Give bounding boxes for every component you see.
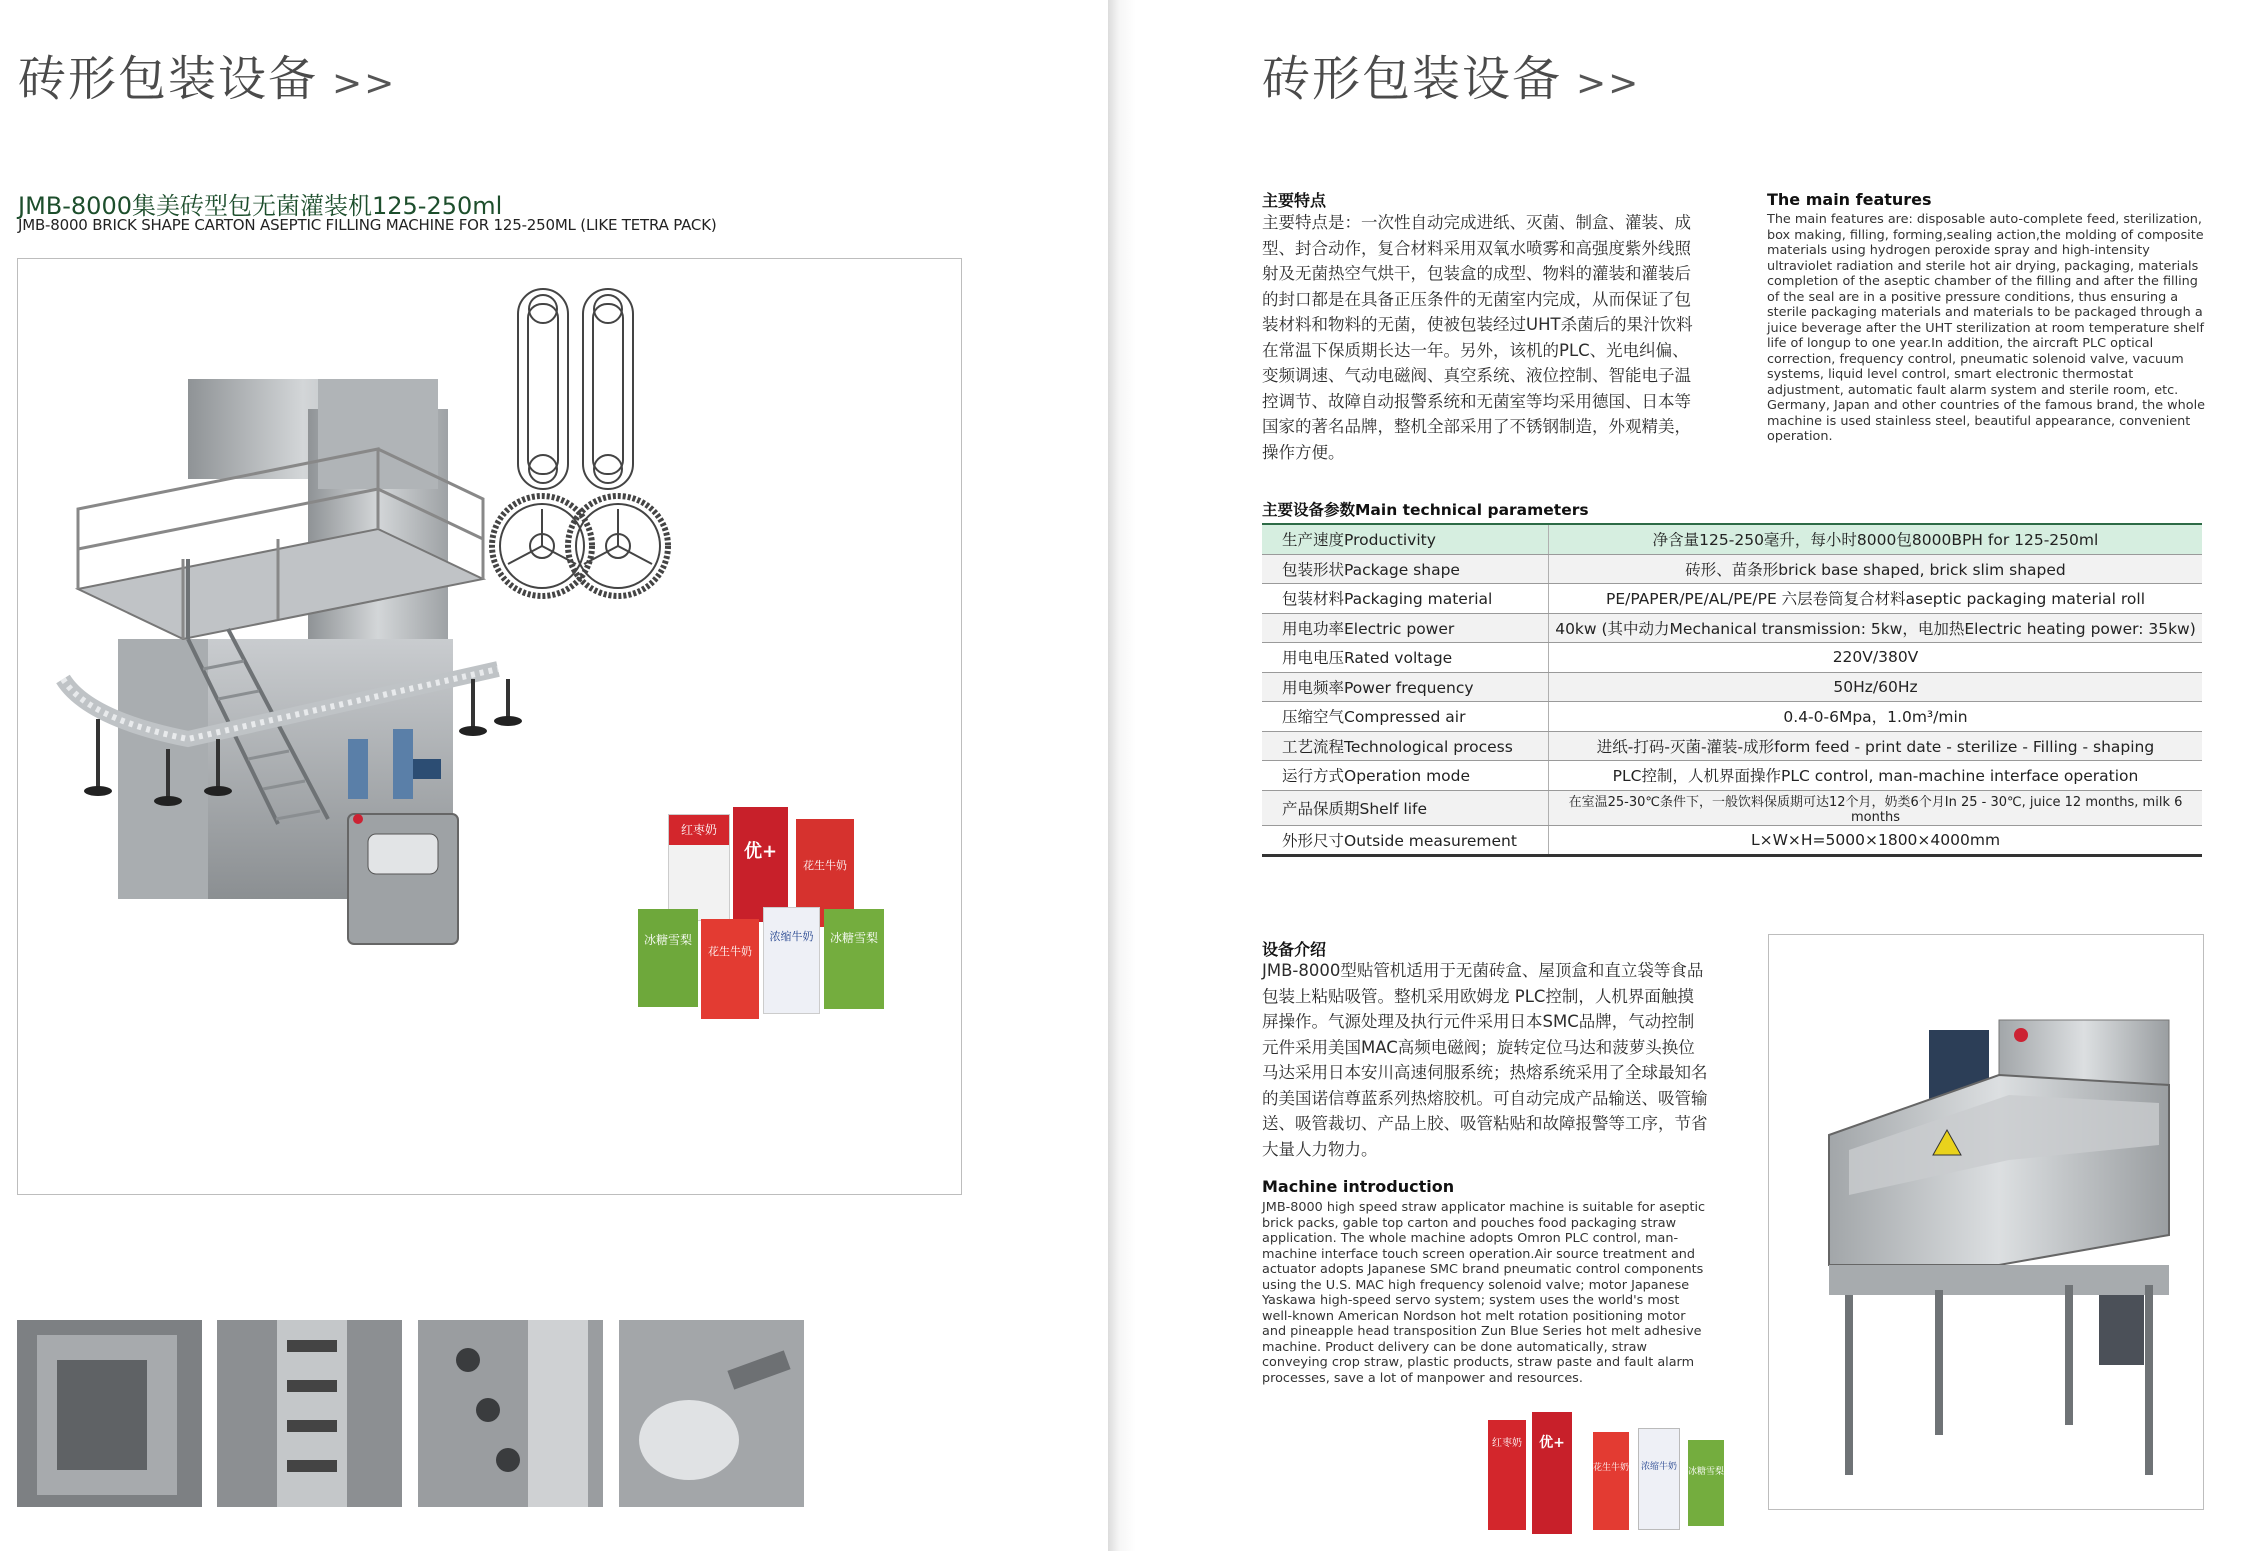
param-label: 用电功率Electric power (1262, 613, 1549, 643)
package-label: 优+ (1539, 1435, 1565, 1451)
table-row (1262, 672, 2202, 702)
double-chevron-icon: >> (332, 63, 397, 104)
table-row (1262, 643, 2202, 673)
package-carton (1593, 1432, 1629, 1530)
package-carton (1638, 1428, 1680, 1530)
param-value: PE/PAPER/PE/AL/PE/PE 六层卷筒复合材料aseptic packaging material roll (1549, 584, 2203, 614)
detail-photo-3 (418, 1320, 603, 1507)
detail-photo-4 (619, 1320, 804, 1507)
param-label: 生产速度Productivity (1262, 524, 1549, 554)
technical-parameters-table (1262, 523, 2202, 857)
features-en-text: The main features are: disposable auto-complete feed, sterilization, box making, filling, forming,sealing action,the molding of composite materials using hydrogen peroxide spray and high-intensity ultraviolet radiation and sterile hot air drying, packaging, materials completion of the aseptic chamber of the filling and after the filling of the seal are in a positive pressure conditions, thus ensuring a sterile packaging materials and materials to be packaged through a juice beverage after the UHT sterilization at room temperature shelf life of longup to one year.In addition, the aircraft PLC optical correction, frequency control, pneumatic solenoid valve, vacuum systems, liquid level control, smart electronic thermostat adjustment, automatic fault alarm system and sterile room, etc. Germany, Japan and other countries of the famous brand, the whole machine is used stainless steel, beautiful appearance, convenient operation. (1767, 212, 2205, 444)
table-row (1262, 761, 2202, 791)
param-label: 外形尺寸Outside measurement (1262, 825, 1549, 856)
straw-applicator-photo (1768, 934, 2204, 1510)
package-carton (638, 909, 698, 1007)
params-heading: 主要设备参数Main technical parameters (1262, 501, 1589, 519)
package-label: 红枣奶 (669, 815, 729, 845)
table-row (1262, 584, 2202, 614)
features-en-heading: The main features (1767, 190, 1932, 209)
package-carton (1532, 1412, 1572, 1534)
table-row (1262, 790, 2202, 825)
detail-photo-2 (217, 1320, 402, 1507)
package-label: 优+ (743, 841, 778, 862)
double-chevron-icon: >> (1576, 63, 1641, 104)
package-label: 花生牛奶 (803, 859, 847, 872)
package-carton (1488, 1420, 1526, 1530)
param-label: 用电频率Power frequency (1262, 672, 1549, 702)
package-label: 浓缩牛奶 (769, 930, 814, 943)
left-page (0, 0, 1108, 1551)
param-value: 砖形、苗条形brick base shaped, brick slim shaped (1549, 554, 2203, 584)
chain-diagram (492, 289, 668, 596)
param-label: 工艺流程Technological process (1262, 731, 1549, 761)
param-value: 50Hz/60Hz (1549, 672, 2203, 702)
param-value: 净含量125-250毫升，每小时8000包8000BPH for 125-250ml (1549, 524, 2203, 554)
intro-en-text: JMB-8000 high speed straw applicator machine is suitable for aseptic brick packs, gable top carton and pouches food packaging straw application. The whole machine adopts Omron PLC control, man-machine interface touch screen operation.Air source treatment and actuator adopts Japanese SMC brand pneumatic control components using the U.S. MAC high frequency solenoid valve; motor Japanese Yaskawa high-speed servo system; system uses the world's most well-known American Nordson hot melt rotation positioning motor and pineapple head transposition Zun Blue Series hot melt adhesive machine. Product delivery can be done automatically, straw conveying crop straw, plastic products, straw paste and fault alarm processes, save a lot of manpower and resources. (1262, 1200, 1706, 1386)
table-row (1262, 702, 2202, 732)
table-row (1262, 825, 2202, 856)
filling-machine-photo (17, 258, 962, 1195)
package-carton (763, 907, 820, 1014)
param-label: 包装材料Packaging material (1262, 584, 1549, 614)
param-value: L×W×H=5000×1800×4000mm (1549, 825, 2203, 856)
package-label: 冰糖雪梨 (1688, 1467, 1725, 1477)
intro-cn-heading: 设备介绍 (1262, 940, 1327, 959)
product-subtitle: JMB-8000 BRICK SHAPE CARTON ASEPTIC FILLING MACHINE FOR 125-250ML (LIKE TETRA PACK) (18, 216, 717, 234)
package-label: 花生牛奶 (1593, 1463, 1630, 1473)
product-title: JMB-8000集美砖型包无菌灌装机125-250ml (18, 192, 503, 220)
package-carton (668, 814, 730, 921)
package-carton (701, 919, 759, 1019)
param-value: 40kw (其中动力Mechanical transmission: 5kw，电加热Electric heating power: 35kw) (1549, 613, 2203, 643)
table-row (1262, 524, 2202, 554)
intro-cn-text: JMB-8000型贴管机适用于无菌砖盒、屋顶盒和直立袋等食品包装上粘贴吸管。整机采用欧姆龙 PLC控制，人机界面触摸屏操作。气源处理及执行元件采用日本SMC品牌，气动控制元件采用美国MAC高频电磁阀；旋转定位马达和菠萝头换位马达采用日本安川高速伺服系统；热熔系统采用了全球最知名的美国诺信尊蓝系列热熔胶机。可自动完成产品输送、吸管输送、吸管裁切、产品上胶、吸管粘贴和故障报警等工序，节省大量人力物力。 (1262, 961, 1708, 1159)
param-value: PLC控制，人机界面操作PLC control, man-machine interface operation (1549, 761, 2203, 791)
table-row (1262, 731, 2202, 761)
param-value: 进纸-打码-灭菌-灌装-成形form feed - print date - sterilize - Filling - shaping (1549, 731, 2203, 761)
straw-applicator-illustration (1769, 935, 2203, 1509)
param-label: 包装形状Package shape (1262, 554, 1549, 584)
param-label: 产品保质期Shelf life (1262, 790, 1549, 825)
package-carton (1688, 1440, 1724, 1526)
right-section-title: 砖形包装设备 >> (1262, 51, 1641, 107)
features-cn-heading: 主要特点 (1262, 191, 1327, 210)
intro-en-heading: Machine introduction (1262, 1177, 1455, 1196)
detail-photo-1 (17, 1320, 202, 1507)
page-gutter (1108, 0, 1136, 1551)
table-row (1262, 554, 2202, 584)
param-value: 0.4-0-6Mpa，1.0m³/min (1549, 702, 2203, 732)
package-carton (733, 807, 788, 922)
param-value: 220V/380V (1549, 643, 2203, 673)
package-carton (824, 909, 884, 1009)
left-section-title: 砖形包装设备 >> (18, 51, 397, 107)
param-value: 在室温25-30℃条件下，一般饮料保质期可达12个月，奶类6个月In 25 - 30℃, juice 12 months, milk 6 months (1549, 790, 2203, 825)
package-label: 冰糖雪梨 (829, 931, 878, 945)
param-label: 用电电压Rated voltage (1262, 643, 1549, 673)
param-label: 压缩空气Compressed air (1262, 702, 1549, 732)
package-label: 花生牛奶 (708, 945, 752, 958)
filling-machine-illustration (18, 259, 961, 1194)
param-label: 运行方式Operation mode (1262, 761, 1549, 791)
table-row (1262, 613, 2202, 643)
package-label: 红枣奶 (1492, 1438, 1522, 1449)
package-label: 冰糖雪梨 (643, 933, 692, 947)
features-cn-text: 主要特点是：一次性自动完成进纸、灭菌、制盒、灌装、成型、封合动作，复合材料采用双氧水喷雾和高强度紫外线照射及无菌热空气烘干，包装盒的成型、物料的灌装和灌装后的封口都是在具备正压条件的无菌室内完成，从而保证了包装材料和物料的无菌，使被包装经过UHT杀菌后的果汁饮料在常温下保质期长达一年。另外，该机的PLC、光电纠偏、变频调速、气动电磁阀、真空系统、液位控制、智能电子温控调节、故障自动报警系统和无菌室等均采用德国、日本等国家的著名品牌，整机全部采用了不锈钢制造，外观精美，操作方便。 (1262, 213, 1693, 462)
package-label: 浓缩牛奶 (1640, 1462, 1677, 1472)
